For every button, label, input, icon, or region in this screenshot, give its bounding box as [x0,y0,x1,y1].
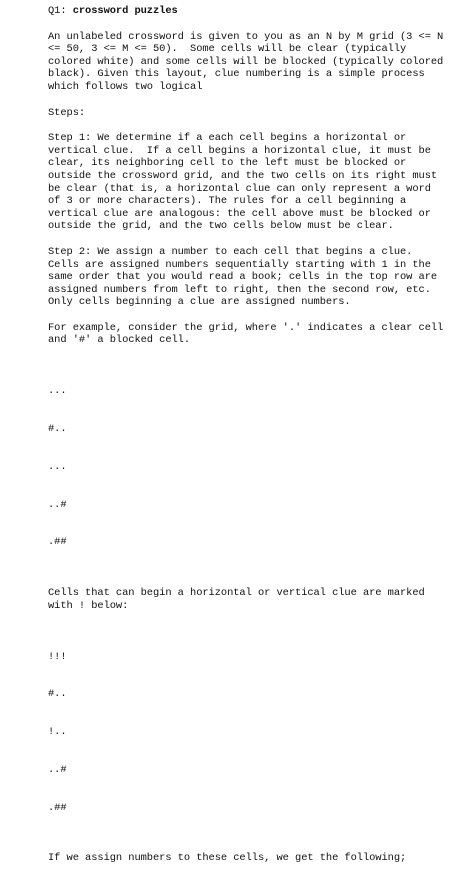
example-grid [48,360,468,574]
grid-row: ..# [48,498,67,511]
example-paragraph: For example, consider the grid, where '.' indicates a clear cell and '#' a blocked cell. [48,321,444,347]
grid-row: .## [48,801,67,814]
grid-row: #.. [48,423,67,436]
grid-row: ..# [48,763,67,776]
marked-grid [48,625,468,839]
grid-row: !!! [48,650,67,663]
question-title-text: crossword puzzles [72,5,178,17]
question-number: Q1: [48,5,73,17]
numbers-paragraph: If we assign numbers to these cells, we get the following; [48,852,407,865]
step1-paragraph: Step 1: We determine if a each cell begins a horizontal or vertical clue. If a cell begins a horizontal clue, it must be clear, its neighboring cell to the left must be blocked or outside the crossword grid, and the two cells on its right must be clear (that is, a horizontal clue can only represent a word of 3 or more characters). The rules for a cell beginning a vertical clue are analogous: the cell above must be blocked or outside the grid, and the two cells below must be clear. [48,132,438,233]
grid-row: !.. [48,726,67,739]
marked-paragraph: Cells that can begin a horizontal or vertical clue are marked with ! below: [48,587,425,612]
grid-row: #.. [48,688,67,701]
grid-row: ... [48,385,67,398]
step2-paragraph: Step 2: We assign a number to each cell that begins a clue. Cells are assigned numbers sequentially starting with 1 in the same order that you would read a book; cells in the top row are assigned numbers from left to right, then the second row, etc. Only cells beginning a clue are assigned numbers. [48,245,438,309]
steps-heading: Steps: [48,106,86,119]
intro-paragraph: An unlabeled crossword is given to you as an N by M grid (3 <= N <= 50, 3 <= M <= 50). Some cells will be clear (typically colored white) and some cells will be blocked (typically colored black). Given this layout, clue numbering is a simple process which follows two logical [48,30,444,93]
question-title [48,5,468,18]
document-page [48,5,468,878]
grid-row: ... [48,460,67,473]
grid-row: .## [48,536,67,549]
